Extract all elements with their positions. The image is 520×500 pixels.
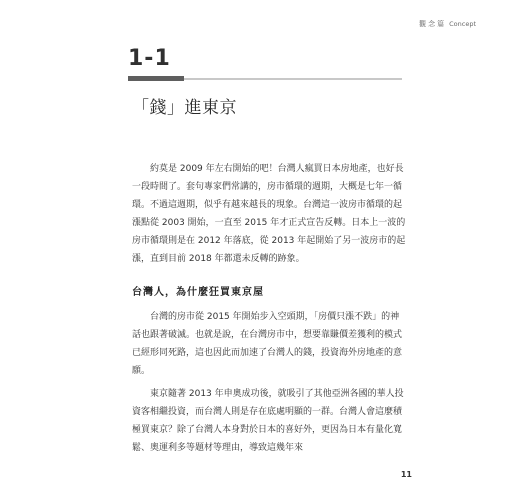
chapter-title: 「錢」進東京 [132, 98, 237, 118]
running-head-zh: 觀念篇 [419, 20, 447, 28]
paragraph-2-text: 台灣的房市從 2015 年開始步入空頭期，「房價只漲不跌」的神話也跟著破滅。也就是說，在台灣房市中，想要靠賺價差獲利的模式已經形同死路，這也因此而加速了台灣人的錢，投資海外房地產的意願。 [132, 312, 403, 376]
subheading: 台灣人，為什麼狂買東京屋 [132, 287, 264, 298]
paragraph-2 [132, 308, 408, 380]
paragraph-1-text: 約莫是 2009 年左右開始的吧！台灣人瘋買日本房地產，也好長一段時間了。套句專家們常講的，房市循環的週期，大概是七年一循環。不過這週期，似乎有越來越長的現象。台灣這一波房市循環的起漲點從 2003 開始，一直至 2015 年才正式宣告反轉。日本上一波的房市循環則是在 2012 年落底，從 2013 年起開始了另一波房市的起漲，直到目前 2018 年都還未反轉的跡象。 [132, 164, 406, 264]
paragraph-3 [132, 385, 408, 457]
paragraph-1 [132, 160, 408, 268]
section-rule-dark [128, 76, 184, 81]
page-number: 11 [400, 470, 412, 479]
running-head-en: Concept [449, 20, 476, 28]
paragraph-3-text: 東京隨著 2013 年申奧成功後，就吸引了其他亞洲各國的華人投資客相繼投資，而台灣人則是存在底處明顯的一群。台灣人會這麼積極買東京？除了台灣人本身對於日本的喜好外，更因為日本有量化寬鬆、奧運利多等題材等理由，導致這幾年來 [132, 389, 404, 453]
section-rule-light [184, 78, 402, 80]
section-number: 1-1 [128, 46, 171, 71]
running-head [376, 18, 476, 30]
